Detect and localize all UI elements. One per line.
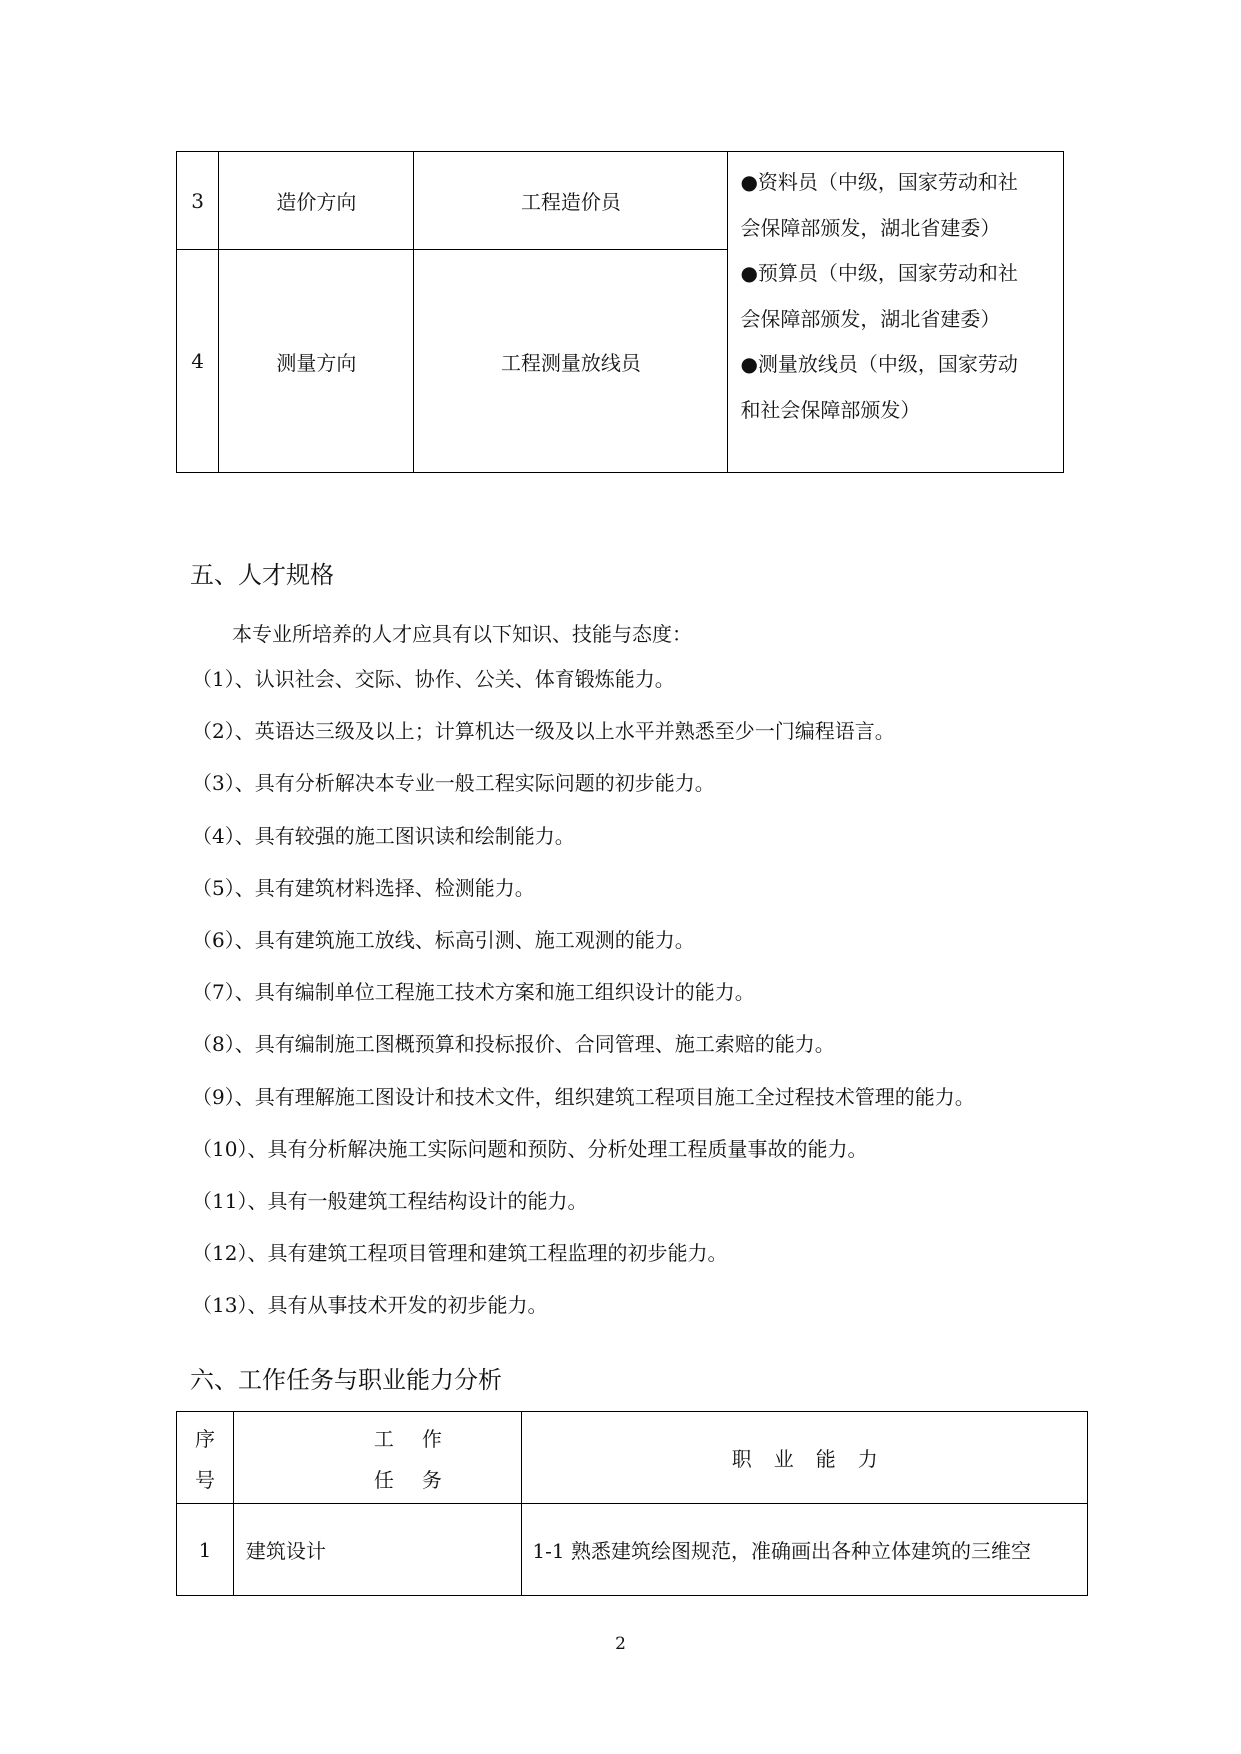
list-item: （12）、具有建筑工程项目管理和建筑工程监理的初步能力。 — [192, 1241, 728, 1266]
row-number: 1 — [177, 1504, 234, 1596]
certificate-line: 会保障部颁发，湖北省建委） — [740, 306, 1001, 331]
header-text: 号 — [194, 1467, 215, 1492]
list-item: （4）、具有较强的施工图识读和绘制能力。 — [192, 823, 575, 848]
certificate-line: 会保障部颁发，湖北省建委） — [740, 215, 1001, 240]
task-ability-table — [176, 1411, 1088, 1596]
list-item: （8）、具有编制施工图概预算和投标报价、合同管理、施工索赔的能力。 — [192, 1032, 835, 1057]
list-item: （5）、具有建筑材料选择、检测能力。 — [192, 875, 535, 900]
certificate-line: ●预算员（中级，国家劳动和社 — [740, 261, 1018, 285]
list-item: （9）、具有理解施工图设计和技术文件，组织建筑工程项目施工全过程技术管理的能力。 — [192, 1084, 975, 1109]
direction-cell: 测量方向 — [219, 250, 414, 473]
list-item: （1）、认识社会、交际、协作、公关、体育锻炼能力。 — [192, 667, 675, 691]
certificate-line: 和社会保障部颁发） — [740, 397, 921, 422]
header-text: 序 — [194, 1426, 215, 1451]
list-item: （13）、具有从事技术开发的初步能力。 — [192, 1293, 548, 1318]
certificates-cell — [728, 152, 1064, 473]
role-cell: 工程造价员 — [414, 152, 728, 250]
skills-list — [192, 666, 975, 1344]
header-task — [233, 1412, 522, 1504]
list-item: （11）、具有一般建筑工程结构设计的能力。 — [192, 1188, 588, 1213]
task-cell: 建筑设计 — [233, 1504, 522, 1596]
header-text: 任务 — [373, 1467, 470, 1492]
certificate-line: ●资料员（中级，国家劳动和社 — [740, 170, 1018, 194]
row-number: 3 — [177, 152, 219, 250]
section-heading: 五、人才规格 — [190, 561, 334, 589]
list-item: （7）、具有编制单位工程施工技术方案和施工组织设计的能力。 — [192, 980, 755, 1005]
section-heading: 六、工作任务与职业能力分析 — [190, 1366, 502, 1394]
list-item: （6）、具有建筑施工放线、标高引测、施工观测的能力。 — [192, 927, 695, 952]
section-intro: 本专业所培养的人才应具有以下知识、技能与态度： — [232, 622, 692, 646]
page-number: 2 — [615, 1634, 626, 1654]
ability-cell: 1-1 熟悉建筑绘图规范，准确画出各种立体建筑的三维空 — [522, 1504, 1088, 1596]
certification-table — [176, 151, 1064, 473]
header-text: 职业能力 — [731, 1447, 900, 1471]
table-row — [177, 152, 1064, 250]
header-number — [177, 1412, 234, 1504]
direction-cell: 造价方向 — [219, 152, 414, 250]
role-cell: 工程测量放线员 — [414, 250, 728, 473]
table-header-row — [177, 1412, 1088, 1504]
list-item: （10）、具有分析解决施工实际问题和预防、分析处理工程质量事故的能力。 — [192, 1136, 868, 1161]
list-item: （3）、具有分析解决本专业一般工程实际问题的初步能力。 — [192, 771, 715, 796]
header-ability — [522, 1412, 1088, 1504]
row-number: 4 — [177, 250, 219, 473]
table-row — [177, 1504, 1088, 1596]
header-text: 工作 — [373, 1426, 470, 1451]
list-item: （2）、英语达三级及以上；计算机达一级及以上水平并熟悉至少一门编程语言。 — [192, 719, 895, 744]
certificate-line: ●测量放线员（中级，国家劳动 — [740, 352, 1018, 376]
